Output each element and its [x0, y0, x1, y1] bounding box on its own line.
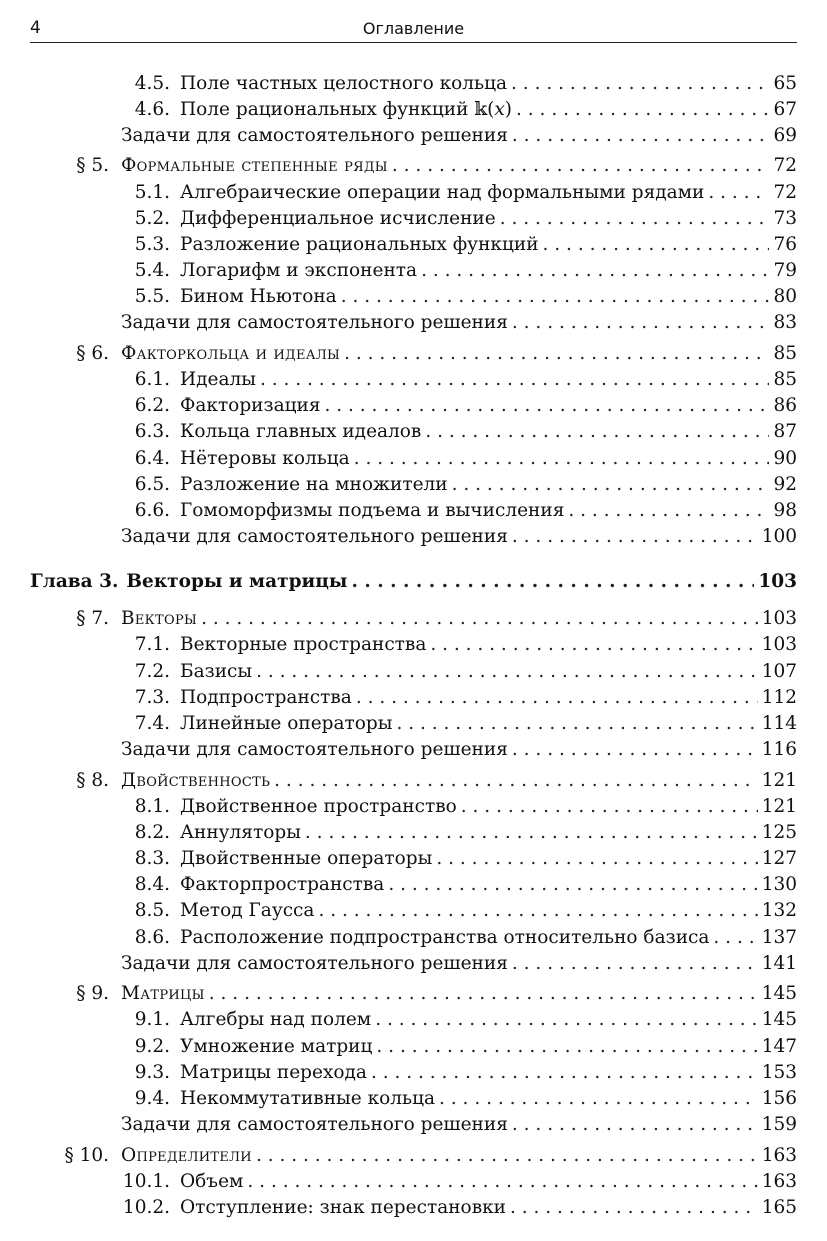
toc-section-row[interactable]: [30, 1142, 797, 1168]
toc-entry-title: Расположение подпространства относительно базиса: [180, 927, 710, 948]
toc-entry-number: 8.6.: [134, 927, 170, 948]
toc-entry-number: 5.2.: [134, 208, 170, 229]
toc-entry-title: Кольца главных идеалов: [180, 421, 422, 442]
toc-subsection-row[interactable]: [30, 257, 797, 283]
toc-subsection-row[interactable]: [30, 1033, 797, 1059]
dot-leader: [256, 1144, 758, 1168]
toc-entry-number: 9.4.: [134, 1088, 170, 1109]
dot-leader: [341, 285, 770, 309]
toc-entry-title: Дифференциальное исчисление: [180, 208, 496, 229]
toc-entry-number: 6.3.: [134, 421, 170, 442]
toc-entry-title: Разложение на множители: [180, 474, 448, 495]
dot-leader: [388, 873, 757, 897]
toc-entry-number: 6.2.: [134, 395, 170, 416]
toc-subsection-row[interactable]: [30, 1059, 797, 1085]
toc-entry-title: Метод Гаусса: [180, 900, 315, 921]
dot-leader: [439, 1087, 758, 1111]
toc-subsection-row[interactable]: [30, 1194, 797, 1220]
toc-entry-title: Алгебраические операции над формальными рядами: [180, 182, 705, 203]
dot-leader: [421, 259, 769, 283]
dot-leader: [397, 712, 758, 736]
dot-leader: [452, 473, 770, 497]
toc-entry-page: 69: [773, 125, 797, 146]
toc-entry-number: 9.1.: [134, 1009, 170, 1030]
toc-entry-page: 107: [761, 661, 797, 682]
dot-leader: [376, 1035, 757, 1059]
toc-section-row[interactable]: [30, 340, 797, 366]
dot-leader: [510, 1196, 758, 1220]
dot-leader: [256, 660, 758, 684]
toc-entry-page: 145: [761, 983, 797, 1004]
toc-entry-page: 130: [761, 874, 797, 895]
dot-leader: [209, 982, 758, 1006]
toc-subsection-row[interactable]: [30, 897, 797, 923]
toc-entry-page: 73: [773, 208, 797, 229]
dot-leader: [512, 952, 758, 976]
toc-subsection-row[interactable]: [30, 710, 797, 736]
toc-entry-number: 8.5.: [134, 900, 170, 921]
toc-entry-page: 72: [773, 155, 797, 176]
toc-entry-title: Бином Ньютона: [180, 286, 337, 307]
toc-section-row[interactable]: [30, 767, 797, 793]
toc-entry-number: 8.4.: [134, 874, 170, 895]
toc-subsection-row[interactable]: [30, 871, 797, 897]
dot-leader: [512, 124, 770, 148]
toc-subsection-row[interactable]: [30, 1085, 797, 1111]
dot-leader: [436, 847, 757, 871]
toc-entry-page: 159: [761, 1114, 797, 1135]
toc-entry-number: 7.1.: [134, 634, 170, 655]
dot-leader: [512, 1113, 758, 1137]
dot-leader: [305, 821, 758, 845]
toc-entry-title: Двойственное пространство: [180, 796, 457, 817]
toc-entry-page: 163: [761, 1145, 797, 1166]
toc-entry-title: Векторы и матрицы: [126, 571, 348, 592]
toc-entry-page: 100: [761, 526, 797, 547]
toc-entry-page: 79: [773, 260, 797, 281]
toc-entry-page: 67: [773, 99, 797, 120]
toc-subsection-row[interactable]: [30, 793, 797, 819]
toc-entry-title: Гомоморфизмы подъема и вычисления: [180, 500, 565, 521]
toc-entry-page: 72: [773, 182, 797, 203]
toc-entry-title: Матрицы: [121, 983, 205, 1004]
toc-entry-title: Логарифм и экспонента: [180, 260, 418, 281]
toc-entry-page: 125: [761, 822, 797, 843]
dot-leader: [500, 207, 770, 231]
toc-entry-title: Факторкольца и идеалы: [121, 343, 341, 364]
dot-leader: [392, 154, 770, 178]
toc-entry-title: Идеалы: [180, 369, 256, 390]
toc-entry-number: 6.5.: [134, 474, 170, 495]
toc-subsection-row[interactable]: [30, 70, 797, 96]
toc-entry-number: 8.1.: [134, 796, 170, 817]
toc-subsection-row[interactable]: [30, 283, 797, 309]
toc-entry-page: 145: [761, 1009, 797, 1030]
toc-entry-page: 86: [773, 395, 797, 416]
toc-entry-page: 65: [773, 73, 797, 94]
toc-entry-title: Факторпространства: [180, 874, 385, 895]
dot-leader: [351, 570, 754, 594]
toc-entry-page: 116: [761, 739, 797, 760]
toc-subsection-row[interactable]: [30, 445, 797, 471]
toc-subsection-row[interactable]: [30, 658, 797, 684]
dot-leader: [511, 72, 769, 96]
toc-subsection-row[interactable]: [30, 924, 797, 950]
toc-entry-page: 103: [758, 571, 797, 592]
toc-entry-number: 6.6.: [134, 500, 170, 521]
toc-entry-number: 7.2.: [134, 661, 170, 682]
toc-subsection-row[interactable]: [30, 205, 797, 231]
toc-entry-title: Нётеровы кольца: [180, 448, 350, 469]
toc-entry-number: 7.3.: [134, 687, 170, 708]
toc-entry-number: 9.3.: [134, 1062, 170, 1083]
toc-entry-page: 80: [773, 286, 797, 307]
dot-leader: [344, 342, 769, 366]
toc-section-row[interactable]: [30, 980, 797, 1006]
toc-entry-page: 87: [773, 421, 797, 442]
toc-entry-title: Поле рациональных функций 𝕜(𝑥): [180, 99, 513, 120]
toc-exercises-row[interactable]: [30, 122, 797, 148]
toc-entry-title: Определители: [121, 1145, 252, 1166]
toc-subsection-row[interactable]: [30, 471, 797, 497]
toc-entry-title: Разложение рациональных функций: [180, 234, 539, 255]
dot-leader: [325, 394, 770, 418]
dot-leader: [247, 1170, 757, 1194]
toc-subsection-row[interactable]: [30, 418, 797, 444]
dot-leader: [354, 447, 770, 471]
toc-entry-title: Поле частных целостного кольца: [180, 73, 508, 94]
dot-leader: [708, 181, 769, 205]
toc-entry-number: 4.5.: [134, 73, 170, 94]
dot-leader: [375, 1008, 758, 1032]
toc-entry-number: 5.4.: [134, 260, 170, 281]
toc-entry-title: Умножение матриц: [180, 1036, 373, 1057]
toc-entry-number: § 9.: [76, 983, 109, 1004]
toc-entry-page: 85: [773, 369, 797, 390]
toc-entry-number: 8.3.: [134, 848, 170, 869]
dot-leader: [512, 311, 770, 335]
table-of-contents: [30, 0, 797, 1241]
dot-leader: [371, 1061, 758, 1085]
toc-entry-number: Глава 3.: [30, 571, 119, 592]
toc-chapter-row[interactable]: [30, 568, 797, 594]
toc-entry-title: Факторизация: [180, 395, 321, 416]
header-title: Оглавление: [362, 19, 465, 38]
dot-leader: [260, 368, 769, 392]
header-page-number: 4: [30, 18, 41, 38]
toc-entry-number: 10.1.: [122, 1171, 170, 1192]
toc-entry-title: Алгебры над полем: [180, 1009, 372, 1030]
toc-entry-number: 5.1.: [134, 182, 170, 203]
dot-leader: [461, 795, 758, 819]
toc-entry-number: 5.5.: [134, 286, 170, 307]
toc-entry-page: 83: [773, 312, 797, 333]
toc-entry-page: 92: [773, 474, 797, 495]
toc-exercises-row[interactable]: [30, 523, 797, 549]
toc-entry-page: 103: [761, 608, 797, 629]
dot-leader: [425, 420, 769, 444]
toc-entry-page: 121: [761, 796, 797, 817]
toc-entry-number: 6.4.: [134, 448, 170, 469]
toc-entry-number: § 10.: [64, 1145, 109, 1166]
toc-entry-number: 9.2.: [134, 1036, 170, 1057]
toc-entry-page: 163: [761, 1171, 797, 1192]
dot-leader: [512, 738, 758, 762]
toc-entry-title: Задачи для самостоятельного решения: [121, 1114, 508, 1135]
toc-entry-number: 8.2.: [134, 822, 170, 843]
toc-entry-title: Задачи для самостоятельного решения: [121, 526, 508, 547]
toc-subsection-row[interactable]: [30, 631, 797, 657]
toc-entry-title: Линейные операторы: [180, 713, 393, 734]
toc-entry-title: Двойственные операторы: [180, 848, 433, 869]
toc-entry-title: Объем: [180, 1171, 244, 1192]
toc-subsection-row[interactable]: [30, 392, 797, 418]
toc-entry-title: Отступление: знак перестановки: [180, 1197, 506, 1218]
dot-leader: [318, 899, 757, 923]
dot-leader: [274, 769, 758, 793]
dot-leader: [356, 686, 758, 710]
toc-entry-title: Базисы: [180, 661, 253, 682]
toc-exercises-row[interactable]: [30, 309, 797, 335]
dot-leader: [516, 98, 769, 122]
dot-leader: [568, 499, 769, 523]
toc-exercises-row[interactable]: [30, 1111, 797, 1137]
toc-entry-number: § 7.: [76, 608, 109, 629]
dot-leader: [543, 233, 770, 257]
toc-entry-page: 98: [773, 500, 797, 521]
toc-entry-page: 147: [761, 1036, 797, 1057]
toc-subsection-row[interactable]: [30, 684, 797, 710]
toc-entry-page: 76: [773, 234, 797, 255]
dot-leader: [512, 525, 758, 549]
toc-exercises-row[interactable]: [30, 950, 797, 976]
toc-subsection-row[interactable]: [30, 96, 797, 122]
toc-section-row[interactable]: [30, 152, 797, 178]
toc-subsection-row[interactable]: [30, 179, 797, 205]
toc-entry-title: Подпространства: [180, 687, 352, 708]
toc-entry-page: 132: [761, 900, 797, 921]
toc-entry-page: 137: [761, 927, 797, 948]
toc-subsection-row[interactable]: [30, 231, 797, 257]
toc-subsection-row[interactable]: [30, 497, 797, 523]
toc-entry-page: 127: [761, 848, 797, 869]
toc-subsection-row[interactable]: [30, 366, 797, 392]
toc-entry-number: § 8.: [76, 770, 109, 791]
toc-entry-page: 103: [761, 634, 797, 655]
toc-entry-page: 121: [761, 770, 797, 791]
toc-entry-page: 114: [761, 713, 797, 734]
toc-exercises-row[interactable]: [30, 736, 797, 762]
toc-entry-title: Формальные степенные ряды: [121, 155, 388, 176]
toc-subsection-row[interactable]: [30, 845, 797, 871]
toc-entry-title: Задачи для самостоятельного решения: [121, 312, 508, 333]
toc-entry-title: Задачи для самостоятельного решения: [121, 739, 508, 760]
toc-entry-title: Матрицы перехода: [180, 1062, 367, 1083]
toc-entry-number: § 5.: [76, 155, 109, 176]
toc-entry-number: 6.1.: [134, 369, 170, 390]
toc-entry-page: 112: [761, 687, 797, 708]
toc-entry-page: 165: [761, 1197, 797, 1218]
toc-entry-title: Задачи для самостоятельного решения: [121, 125, 508, 146]
toc-entry-page: 90: [773, 448, 797, 469]
toc-entry-title: Некоммутативные кольца: [180, 1088, 436, 1109]
toc-entry-title: Векторные пространства: [180, 634, 427, 655]
toc-entry-page: 141: [761, 953, 797, 974]
dot-leader: [430, 633, 757, 657]
toc-subsection-row[interactable]: [30, 1168, 797, 1194]
toc-entry-number: 7.4.: [134, 713, 170, 734]
dot-leader: [201, 607, 758, 631]
toc-entry-title: Задачи для самостоятельного решения: [121, 953, 508, 974]
toc-section-row[interactable]: [30, 605, 797, 631]
toc-entry-page: 85: [773, 343, 797, 364]
toc-subsection-row[interactable]: [30, 819, 797, 845]
toc-entry-number: 10.2.: [122, 1197, 170, 1218]
dot-leader: [713, 926, 757, 950]
toc-entry-page: 156: [761, 1088, 797, 1109]
toc-entry-title: Двойственность: [121, 770, 271, 791]
toc-entry-number: 5.3.: [134, 234, 170, 255]
toc-entry-number: 4.6.: [134, 99, 170, 120]
toc-subsection-row[interactable]: [30, 1006, 797, 1032]
toc-entry-page: 153: [761, 1062, 797, 1083]
toc-entry-number: § 6.: [76, 343, 109, 364]
toc-entry-title: Векторы: [121, 608, 198, 629]
toc-entry-title: Аннуляторы: [180, 822, 301, 843]
